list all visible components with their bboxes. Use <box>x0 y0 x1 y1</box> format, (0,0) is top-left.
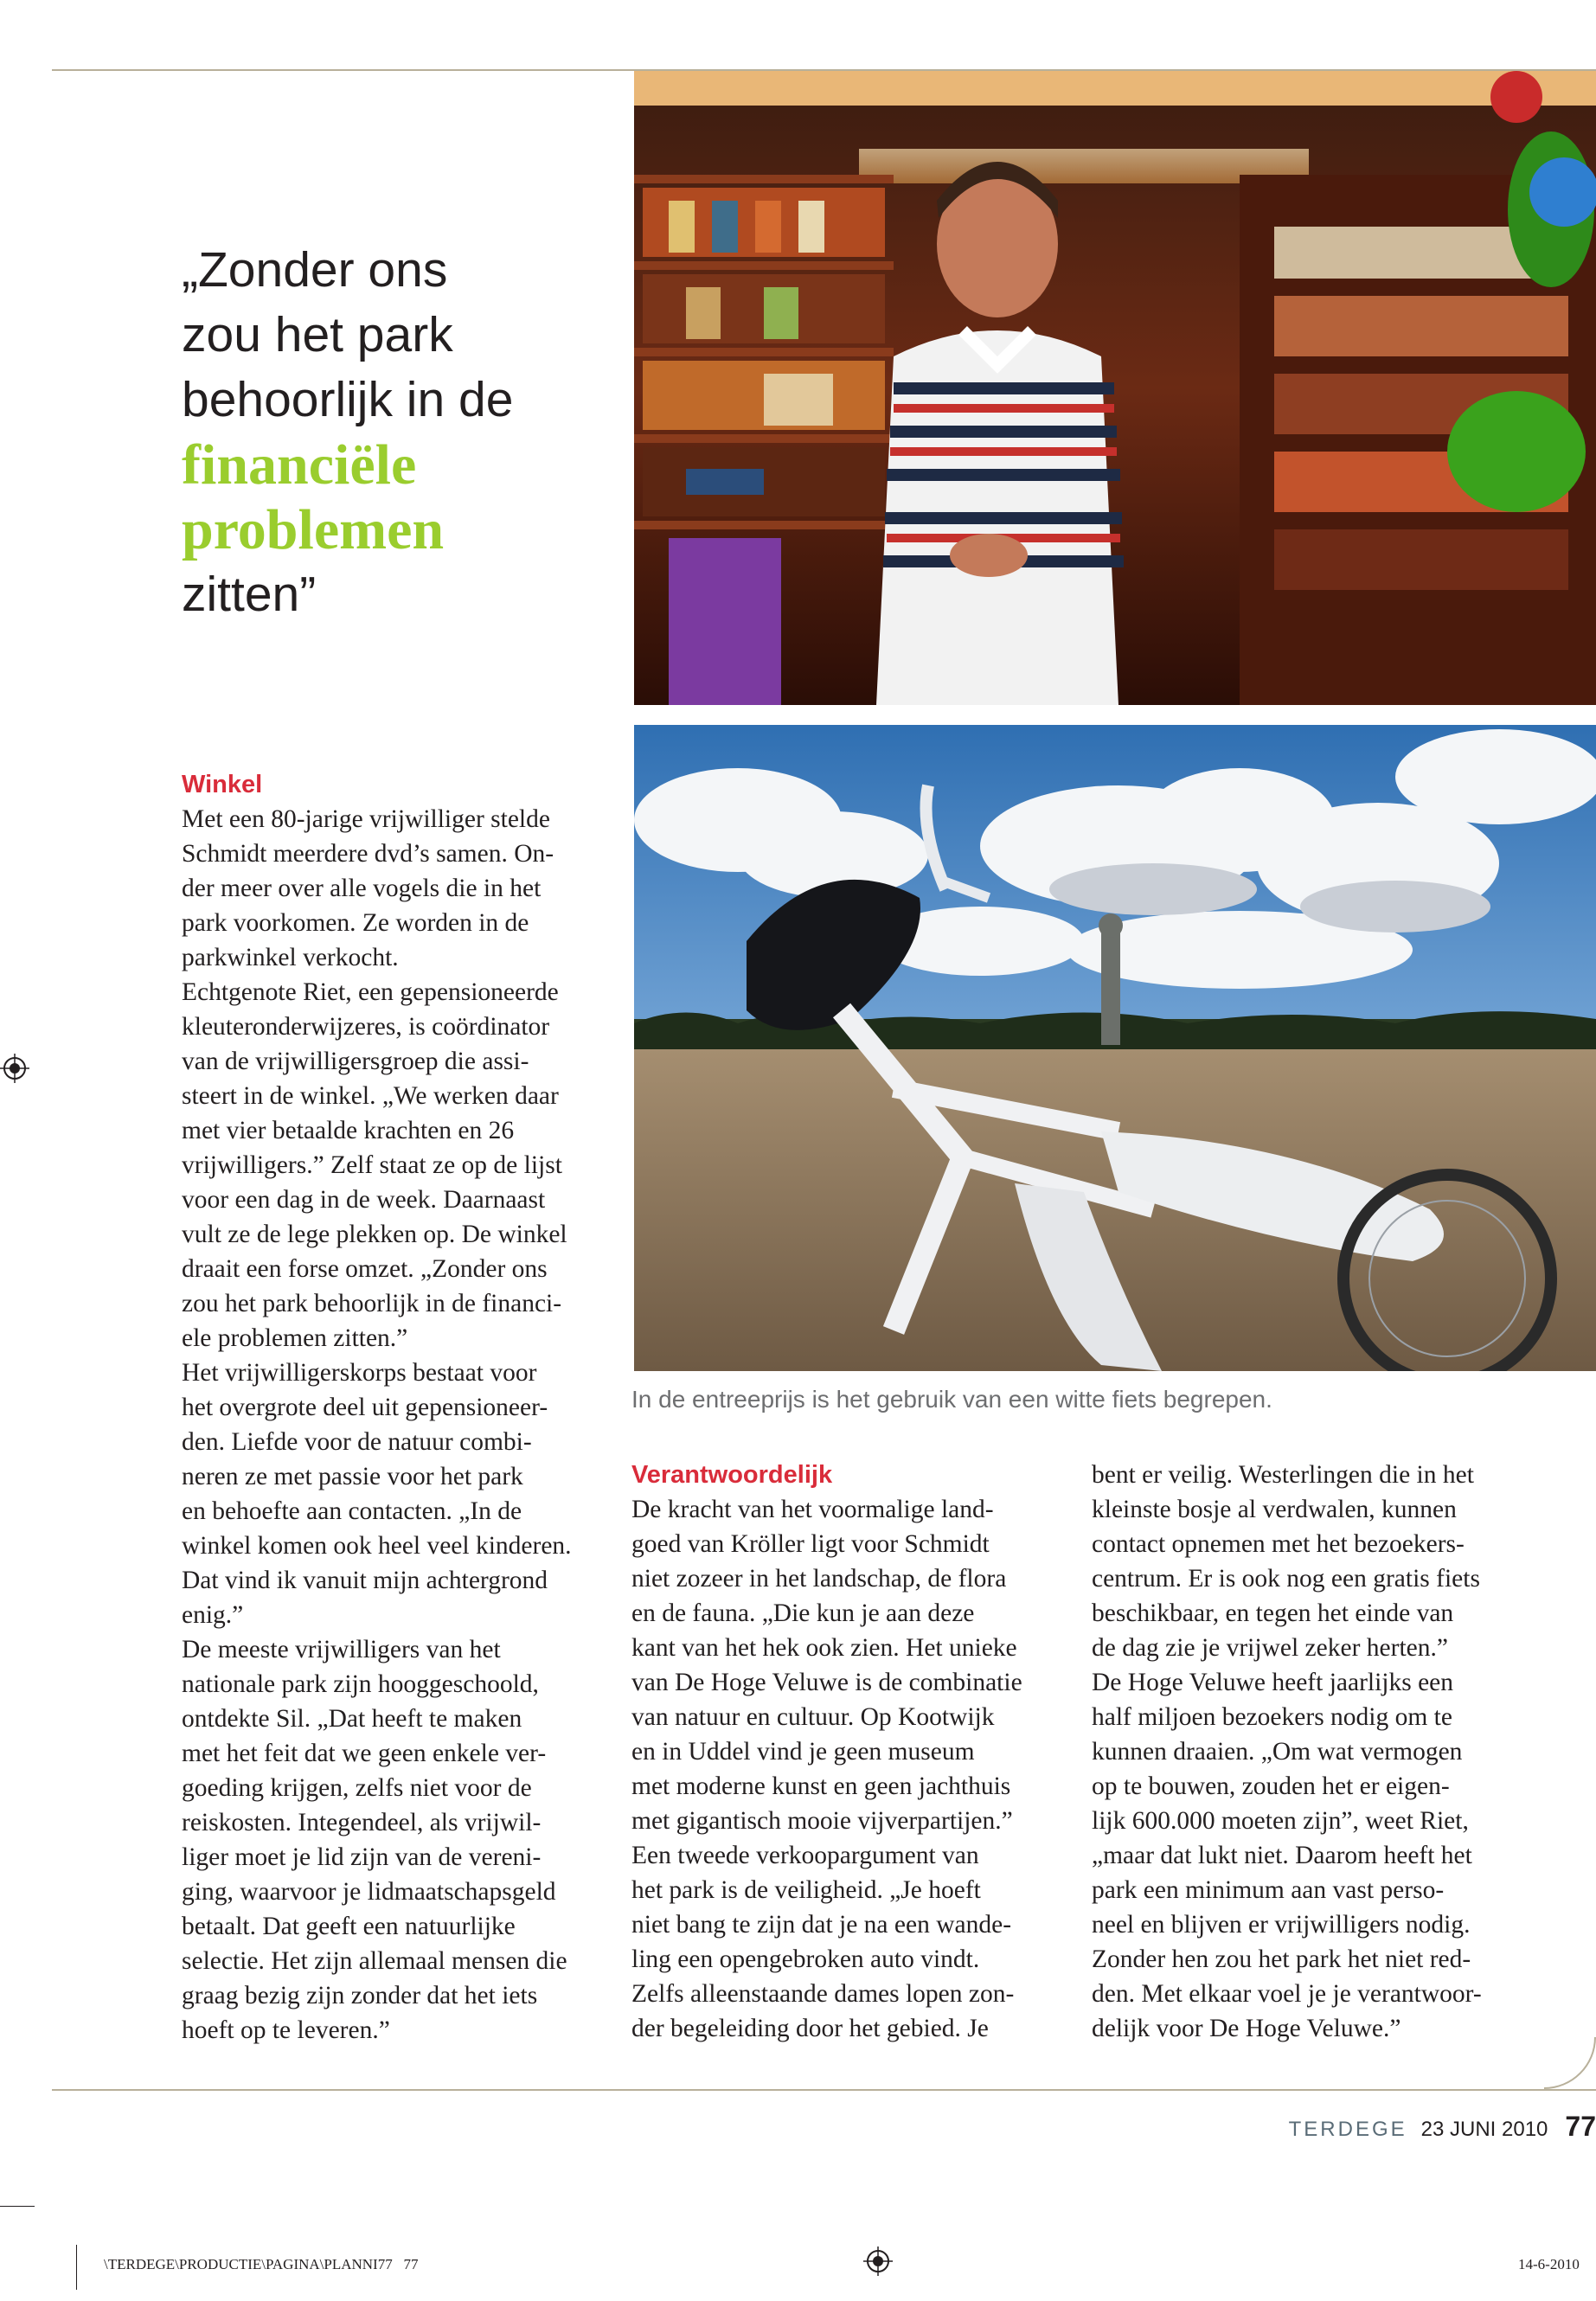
body-text-line: nationale park zijn hooggeschoold, <box>182 1670 539 1698</box>
body-text-line: Met een 80-jarige vrijwilliger stelde <box>182 805 550 833</box>
body-text-line: met gigantisch mooie vijverpartijen.” <box>631 1807 1013 1835</box>
body-text-line: neel en blijven er vrijwilligers nodig. <box>1092 1911 1471 1939</box>
page-number: 77 <box>1565 2111 1596 2142</box>
article-column-3 <box>1092 1458 1559 2046</box>
body-text-line: neren ze met passie voor het park <box>182 1463 523 1490</box>
body-text-line: „maar dat lukt niet. Daarom heeft het <box>1092 1842 1472 1869</box>
body-text-line: de dag zie je vrijwel zeker herten.” <box>1092 1634 1448 1662</box>
body-text-line: half miljoen bezoekers nodig om te <box>1092 1703 1452 1731</box>
page-footer <box>1289 2111 1596 2143</box>
pull-quote-line: zou het park <box>182 307 453 362</box>
bike-photo <box>634 725 1596 1371</box>
publication-name: TERDEGE <box>1288 2118 1407 2141</box>
body-text-line: ontdekte Sil. „Dat heeft te maken <box>182 1705 522 1733</box>
section-heading-winkel: Winkel <box>182 771 263 798</box>
body-text-line: Zelfs alleenstaande dames lopen zon- <box>631 1980 1015 2008</box>
article-column-1 <box>182 767 614 2048</box>
body-text-line: van natuur en cultuur. Op Kootwijk <box>631 1703 995 1731</box>
body-text-line: reiskosten. Integendeel, als vrijwil- <box>182 1809 542 1836</box>
body-text-line: betaalt. Dat geeft een natuurlijke <box>182 1913 516 1940</box>
body-text-line: en de fauna. „Die kun je aan deze <box>631 1599 975 1627</box>
body-text-line: der meer over alle vogels die in het <box>182 875 542 902</box>
body-text-line: park een minimum aan vast perso- <box>1092 1876 1445 1904</box>
body-text-line: ging, waarvoor je lidmaatschapsgeld <box>182 1878 556 1906</box>
body-text-line: draait een forse omzet. „Zonder ons <box>182 1255 548 1283</box>
body-text-line: De Hoge Veluwe heeft jaarlijks een <box>1092 1669 1454 1696</box>
body-text-line: winkel komen ook heel veel kinderen. <box>182 1532 572 1560</box>
body-text-line: vrijwilligers.” Zelf staat ze op de lijst <box>182 1151 562 1179</box>
body-text-line: delijk voor De Hoge Veluwe.” <box>1092 2015 1401 2042</box>
pull-quote-line: zitten” <box>182 567 317 622</box>
column-1-lines <box>182 802 614 2048</box>
bottom-rule <box>52 2089 1596 2091</box>
body-text-line: contact opnemen met het bezoekers- <box>1092 1530 1465 1558</box>
column-3-lines <box>1092 1458 1559 2046</box>
body-text-line: ling een opengebroken auto vindt. <box>631 1945 980 1973</box>
body-text-line: lijk 600.000 moeten zijn”, weet Riet, <box>1092 1807 1469 1835</box>
pull-quote-highlight: financiële <box>182 433 417 497</box>
body-text-line: Een tweede verkoopargument van <box>631 1842 979 1869</box>
body-text-line: met vier betaalde krachten en 26 <box>182 1117 515 1144</box>
body-text-line: met het feit dat we geen enkele ver- <box>182 1740 547 1767</box>
body-text-line: park voorkomen. Ze worden in de <box>182 909 529 937</box>
body-text-line: niet zozeer in het landschap, de flora <box>631 1565 1007 1593</box>
pull-quote-highlight: problemen <box>182 498 445 561</box>
body-text-line: beschikbaar, en tegen het einde van <box>1092 1599 1454 1627</box>
body-text-line: bent er veilig. Westerlingen die in het <box>1092 1461 1474 1489</box>
body-text-line: zou het park behoorlijk in de financi- <box>182 1290 562 1317</box>
body-text-line: Dat vind ik vanuit mijn achtergrond <box>182 1567 548 1594</box>
body-text-line: goeding krijgen, zelfs niet voor de <box>182 1774 532 1802</box>
body-text-line: van De Hoge Veluwe is de combinatie <box>631 1669 1022 1696</box>
body-text-line: parkwinkel verkocht. <box>182 944 399 971</box>
article-column-2 <box>631 1458 1064 2046</box>
pull-quote <box>182 238 606 627</box>
body-text-line: met moderne kunst en geen jachthuis <box>631 1772 1011 1800</box>
body-text-line: De kracht van het voormalige land- <box>631 1496 994 1523</box>
body-text-line: graag bezig zijn zonder dat het iets <box>182 1982 538 2009</box>
body-text-line: den. Met elkaar voel je je verantwoor- <box>1092 1980 1482 2008</box>
body-text-line: van de vrijwilligersgroep die assi- <box>182 1048 529 1075</box>
body-text-line: enig.” <box>182 1601 244 1629</box>
body-text-line: den. Liefde voor de natuur combi- <box>182 1428 532 1456</box>
crop-mark <box>0 2206 35 2207</box>
body-text-line: steert in de winkel. „We werken daar <box>182 1082 559 1110</box>
pull-quote-line: „Zonder ons <box>182 242 448 298</box>
body-text-line: en in Uddel vind je geen museum <box>631 1738 975 1766</box>
body-text-line: het overgrote deel uit gepensioneer- <box>182 1394 548 1421</box>
body-text-line: niet bang te zijn dat je na een wande- <box>631 1911 1012 1939</box>
body-text-line: vult ze de lege plekken op. De winkel <box>182 1221 567 1248</box>
body-text-line: kunnen draaien. „Om wat vermogen <box>1092 1738 1463 1766</box>
pull-quote-line: behoorlijk in de <box>182 372 514 427</box>
body-text-line: hoeft op te leveren.” <box>182 2016 390 2044</box>
print-slug-path <box>104 2256 418 2273</box>
body-text-line: Het vrijwilligerskorps bestaat voor <box>182 1359 537 1387</box>
crop-mark <box>76 2245 77 2290</box>
section-heading-verantwoordelijk: Verantwoordelijk <box>631 1461 833 1489</box>
body-text-line: kant van het hek ook zien. Het unieke <box>631 1634 1017 1662</box>
body-text-line: liger moet je lid zijn van de vereni- <box>182 1843 542 1871</box>
registration-mark-icon <box>0 1054 29 1083</box>
body-text-line: selectie. Het zijn allemaal mensen die <box>182 1947 567 1975</box>
column-2-lines <box>631 1492 1064 2046</box>
registration-mark-icon <box>863 2247 893 2276</box>
body-text-line: De meeste vrijwilligers van het <box>182 1636 501 1663</box>
body-text-line: en behoefte aan contacten. „In de <box>182 1497 522 1525</box>
print-slug-page: 77 <box>403 2256 419 2272</box>
shop-photo-image <box>634 71 1596 705</box>
body-text-line: kleuteronderwijzeres, is coördinator <box>182 1013 550 1041</box>
photo-caption: In de entreeprijs is het gebruik van een witte fiets begrepen. <box>631 1386 1272 1413</box>
body-text-line: op te bouwen, zouden het er eigen- <box>1092 1772 1450 1800</box>
body-text-line: centrum. Er is ook nog een gratis fiets <box>1092 1565 1480 1593</box>
body-text-line: Schmidt meerdere dvd’s samen. On- <box>182 840 554 868</box>
body-text-line: Zonder hen zou het park het niet red- <box>1092 1945 1471 1973</box>
bike-photo-image <box>634 725 1596 1371</box>
issue-date: 23 JUNI 2010 <box>1420 2118 1548 2141</box>
body-text-line: het park is de veiligheid. „Je hoeft <box>631 1876 981 1904</box>
shop-photo <box>634 71 1596 705</box>
body-text-line: voor een dag in de week. Daarnaast <box>182 1186 546 1214</box>
body-text-line: der begeleiding door het gebied. Je <box>631 2015 989 2042</box>
print-slug-date: 14-6-2010 <box>1518 2256 1580 2272</box>
body-text-line: goed van Kröller ligt voor Schmidt <box>631 1530 990 1558</box>
body-text-line: kleinste bosje al verdwalen, kunnen <box>1092 1496 1457 1523</box>
print-slug-path-text: \TERDEGE\PRODUCTIE\PAGINA\PLANNI77 <box>104 2256 393 2272</box>
body-text-line: ele problemen zitten.” <box>182 1324 408 1352</box>
body-text-line: Echtgenote Riet, een gepensioneerde <box>182 978 559 1006</box>
